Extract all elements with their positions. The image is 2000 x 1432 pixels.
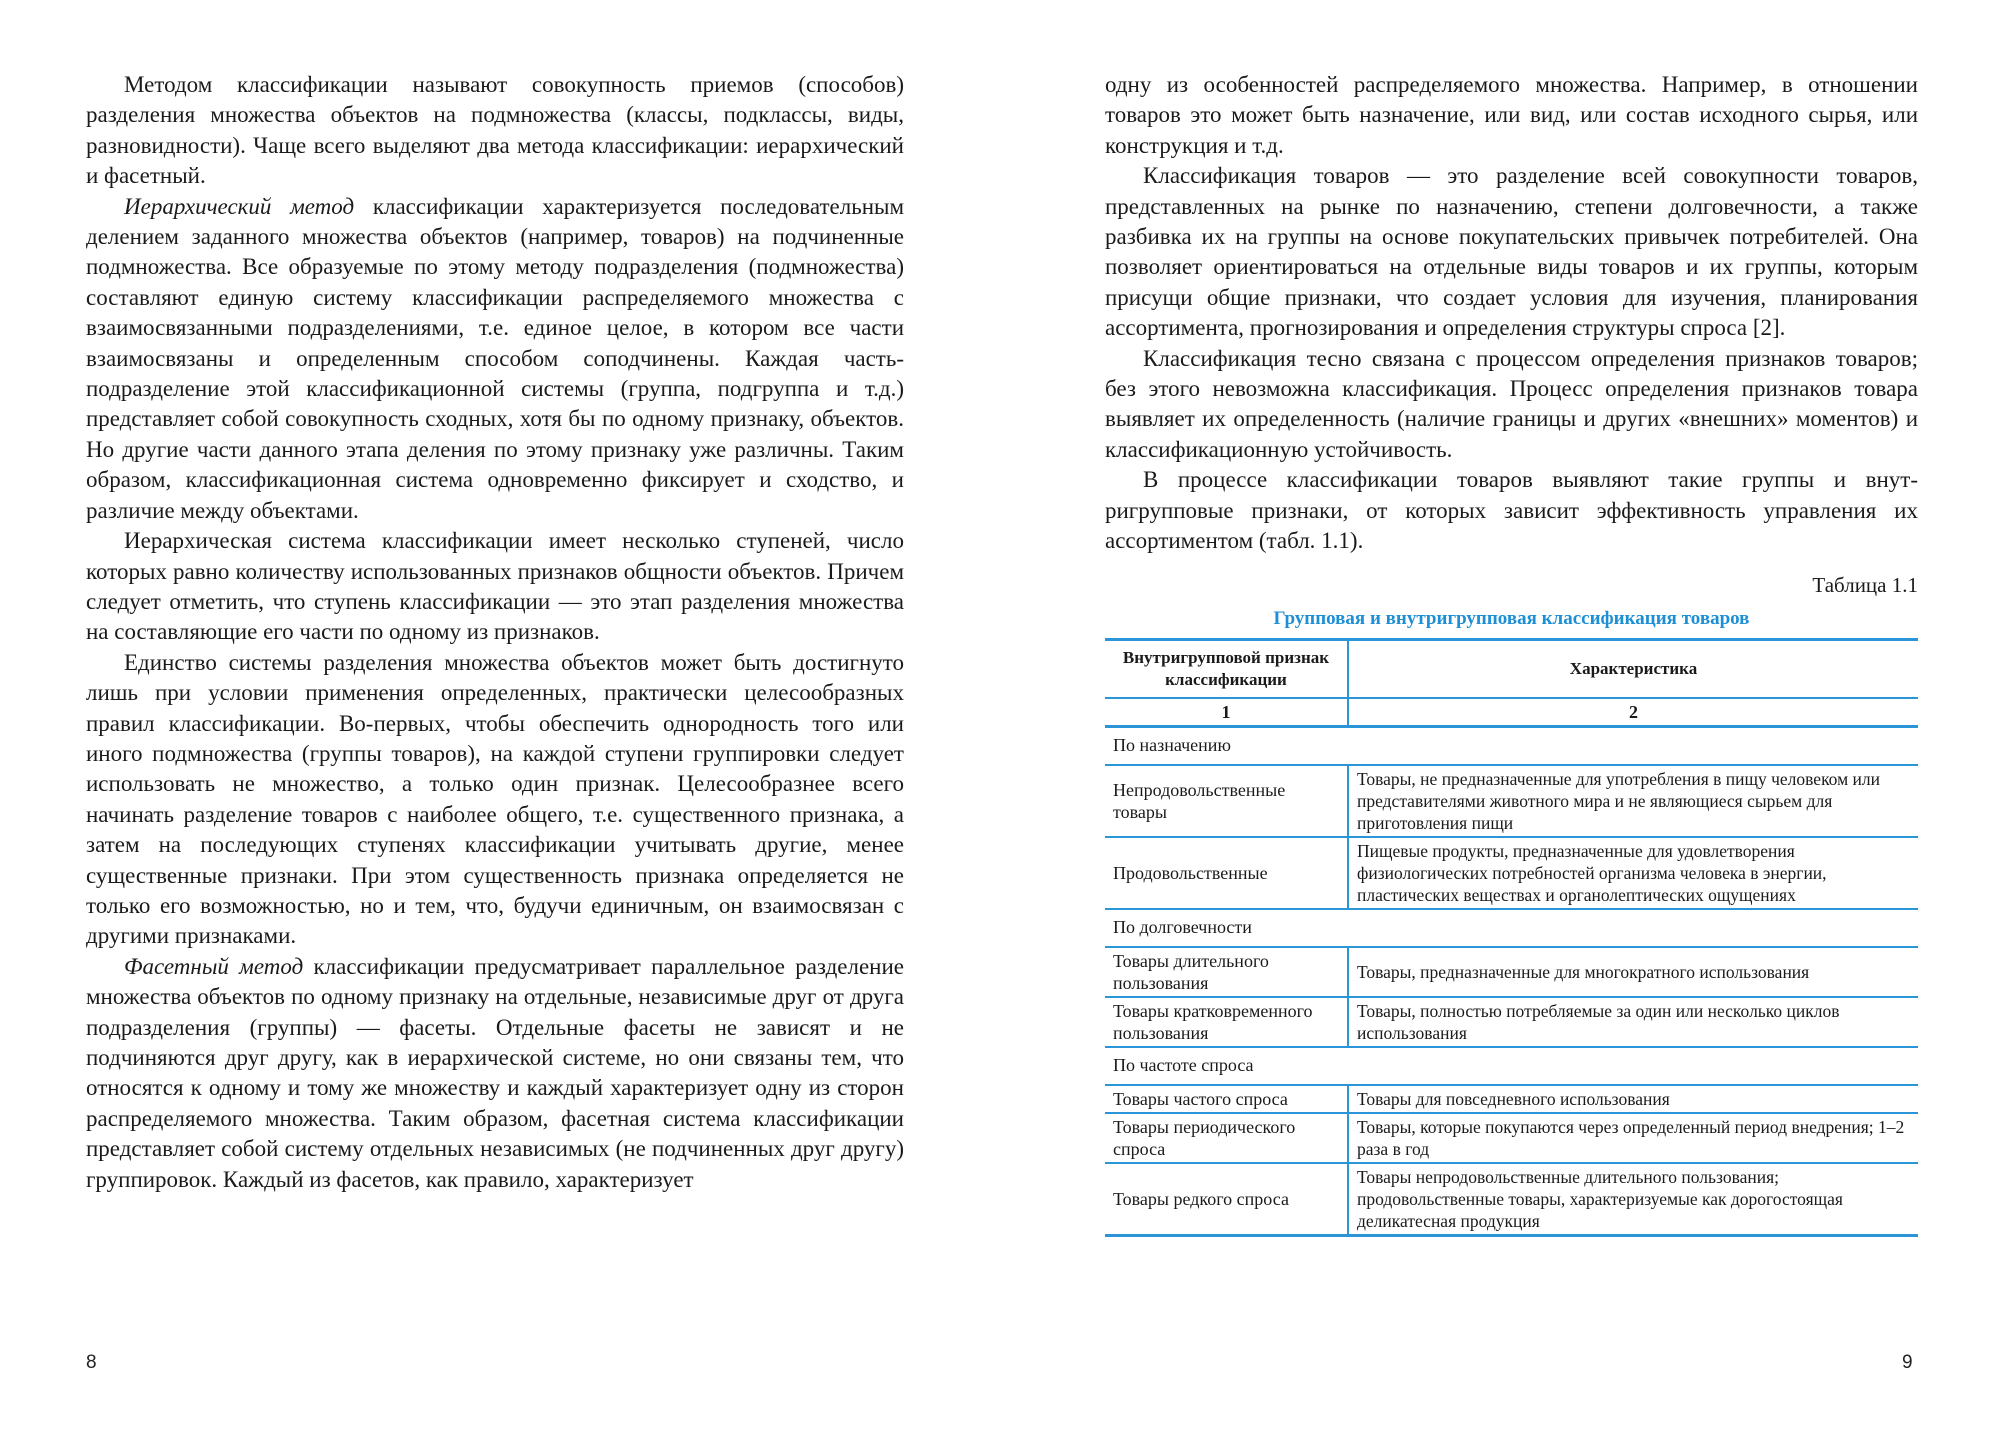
- paragraph: одну из особенностей распределяемого множества. Например, в отношении товаров это может быть назначение, или вид, или состав исходного сырья, или конструкция и т.д.: [1105, 72, 1918, 158]
- table-cell-attribute: Товары периодического спроса: [1105, 1113, 1348, 1163]
- table-cell-characteristic: Товары, предназначенные для многократного использования: [1348, 947, 1918, 997]
- header-characteristic: Характеристика: [1348, 639, 1918, 698]
- paragraph: Классификация тесно связана с процессом определения признаков товаров; без этого невозможна классификация. Процесс определения признаков товара выявляет их определенность (наличие границы и других «внешних» моментов) и классификационную устойчивость.: [1105, 345, 1918, 462]
- paragraph-text: классификации предусматривает параллельное разделение множества объектов по одному признаку на отдельные, независимые друг от друга подразделения (группы) — фасеты. Отдельные фасеты не зависят и не подчиняются друг другу, как в иерархической системе, но они связаны тем, что относятся к одному и тому же множеству и каждый характеризует одну из сторон распределяемого множества. Таким образом, фасетная система классификации представляет собой систему отдельных независимых (не подчиненных друг другу) группировок. Каждый из фасетов, как правило, характеризует: [86, 953, 905, 1192]
- header-attribute: Внутригрупповой признак классификации: [1105, 639, 1348, 698]
- table-cell-attribute: Продовольственные: [1105, 837, 1348, 909]
- table-label: Таблица 1.1: [1812, 572, 1918, 597]
- left-page: [86, 70, 904, 1195]
- paragraph: В процессе классификации товаров выявляют такие группы и внутригрупповые признаки, от которых зависит эффективность управления их ассортиментом (табл. 1.1).: [1105, 467, 1918, 554]
- table-cell-characteristic: Товары, полностью потребляемые за один или несколько циклов использования: [1348, 997, 1918, 1047]
- table-cell-attribute: Товары кратковременного пользования: [1105, 997, 1348, 1047]
- group-row: По назначению: [1105, 726, 1918, 765]
- table-cell-attribute: Непродовольственные товары: [1105, 765, 1348, 837]
- table-cell-attribute: Товары редкого спроса: [1105, 1163, 1348, 1236]
- table-title: Групповая и внутригрупповая классификация товаров: [1273, 607, 1750, 629]
- table-cell-characteristic: Товары, которые покупаются через определенный период внедрения; 1–2 раза в год: [1348, 1113, 1918, 1163]
- column-number-2: 2: [1348, 698, 1918, 727]
- paragraph: Методом классификации называют совокупность приемов (способов) разделения множества объектов на подмножества (классы, подклассы, виды, разновидности). Чаще всего выделяют два метода классификации: иерархический и фасетный.: [86, 72, 904, 189]
- table-cell-characteristic: Товары непродовольственные длительного пользования; продовольственные товары, характеризуемые как дорогостоящая деликатесная продукция: [1348, 1163, 1918, 1236]
- italic-term: Фасетный метод: [124, 953, 304, 979]
- paragraph-text: классификации характеризуется последовательным делением заданного множества объектов (например, товаров) на подчиненные подмножества. Все образуемые по этому методу подразделения (подмножества) составляют единую систему классификации распределяемого множества с взаимосвязанными подразделениями, т.е. единое целое, в котором все части взаимосвязаны и определенным способом соподчинены. Каждая часть-подразделение этой классификационной системы (группа, подгруппа и т.д.) представляет собой совокупность сходных, хотя бы по одному признаку, объектов. Но другие части данного этапа деления по этому признаку уже различны. Таким образом, классификационная система одновременно фиксирует и сходство, и различие между объектами.: [86, 193, 905, 523]
- page-number-right: 9: [1902, 1352, 1913, 1373]
- paragraph: Единство системы разделения множества объектов может быть достигнуто лишь при условии применения определенных, практически целесообразных правил классификации. Во-первых, чтобы обеспечить однородность того или иного подмножества (группы товаров), на каждой ступени группировки следует использовать не множество, а только один признак. Целесообразнее всего начинать разделение товаров с наиболее общего, т.е. существенного признака, а затем на последующих ступенях классификации учитывать другие, менее существенные признаки. При этом существенность признака определяется не только его возможностью, но и тем, что, будучи единичным, он взаимосвязан с другими признаками.: [86, 649, 904, 949]
- paragraph: [86, 952, 904, 1195]
- table-cell-attribute: Товары частого спроса: [1105, 1085, 1348, 1113]
- table-cell-attribute: Товары длительного пользования: [1105, 947, 1348, 997]
- table-cell-characteristic: Пищевые продукты, предназначенные для удовлетворения физиологических потребностей организма человека в энергии, пластических веществах и органолептических ощущениях: [1348, 837, 1918, 909]
- table-cell-characteristic: Товары, не предназначенные для употребления в пищу человеком или представителями животного мира и не являющиеся сырьем для приготовления пищи: [1348, 765, 1918, 837]
- paragraph: Иерархическая система классификации имеет несколько ступеней, число которых равно количеству использованных признаков общности объектов. Причем следует отметить, что ступень классификации — это этап разделения множества на составляющие его части по одному из признаков.: [86, 528, 904, 645]
- right-page-text: [1105, 70, 1918, 557]
- left-page-text: [86, 70, 904, 1195]
- column-number-1: 1: [1105, 698, 1348, 727]
- italic-term: Иерархический метод: [124, 193, 355, 219]
- paragraph: [86, 192, 904, 526]
- group-row: По частоте спроса: [1105, 1047, 1918, 1085]
- page-number-left: 8: [86, 1352, 97, 1373]
- classification-table: [1105, 638, 1918, 1237]
- table-cell-characteristic: Товары для повседневного использования: [1348, 1085, 1918, 1113]
- group-row: По долговечности: [1105, 909, 1918, 947]
- paragraph: Классификация товаров — это разделение всей совокупности товаров, представленных на рынке по назначению, степени долговечности, а также разбивка их на группы на основе покупательских привычек потребителей. Она позволяет ориентироваться на отдельные виды товаров и их группы, которым присущи общие признаки, что создает условия для изучения, планирования ассортимента, прогнозирования и определения структуры спроса [2].: [1105, 163, 1918, 341]
- right-page: [1105, 70, 1918, 1237]
